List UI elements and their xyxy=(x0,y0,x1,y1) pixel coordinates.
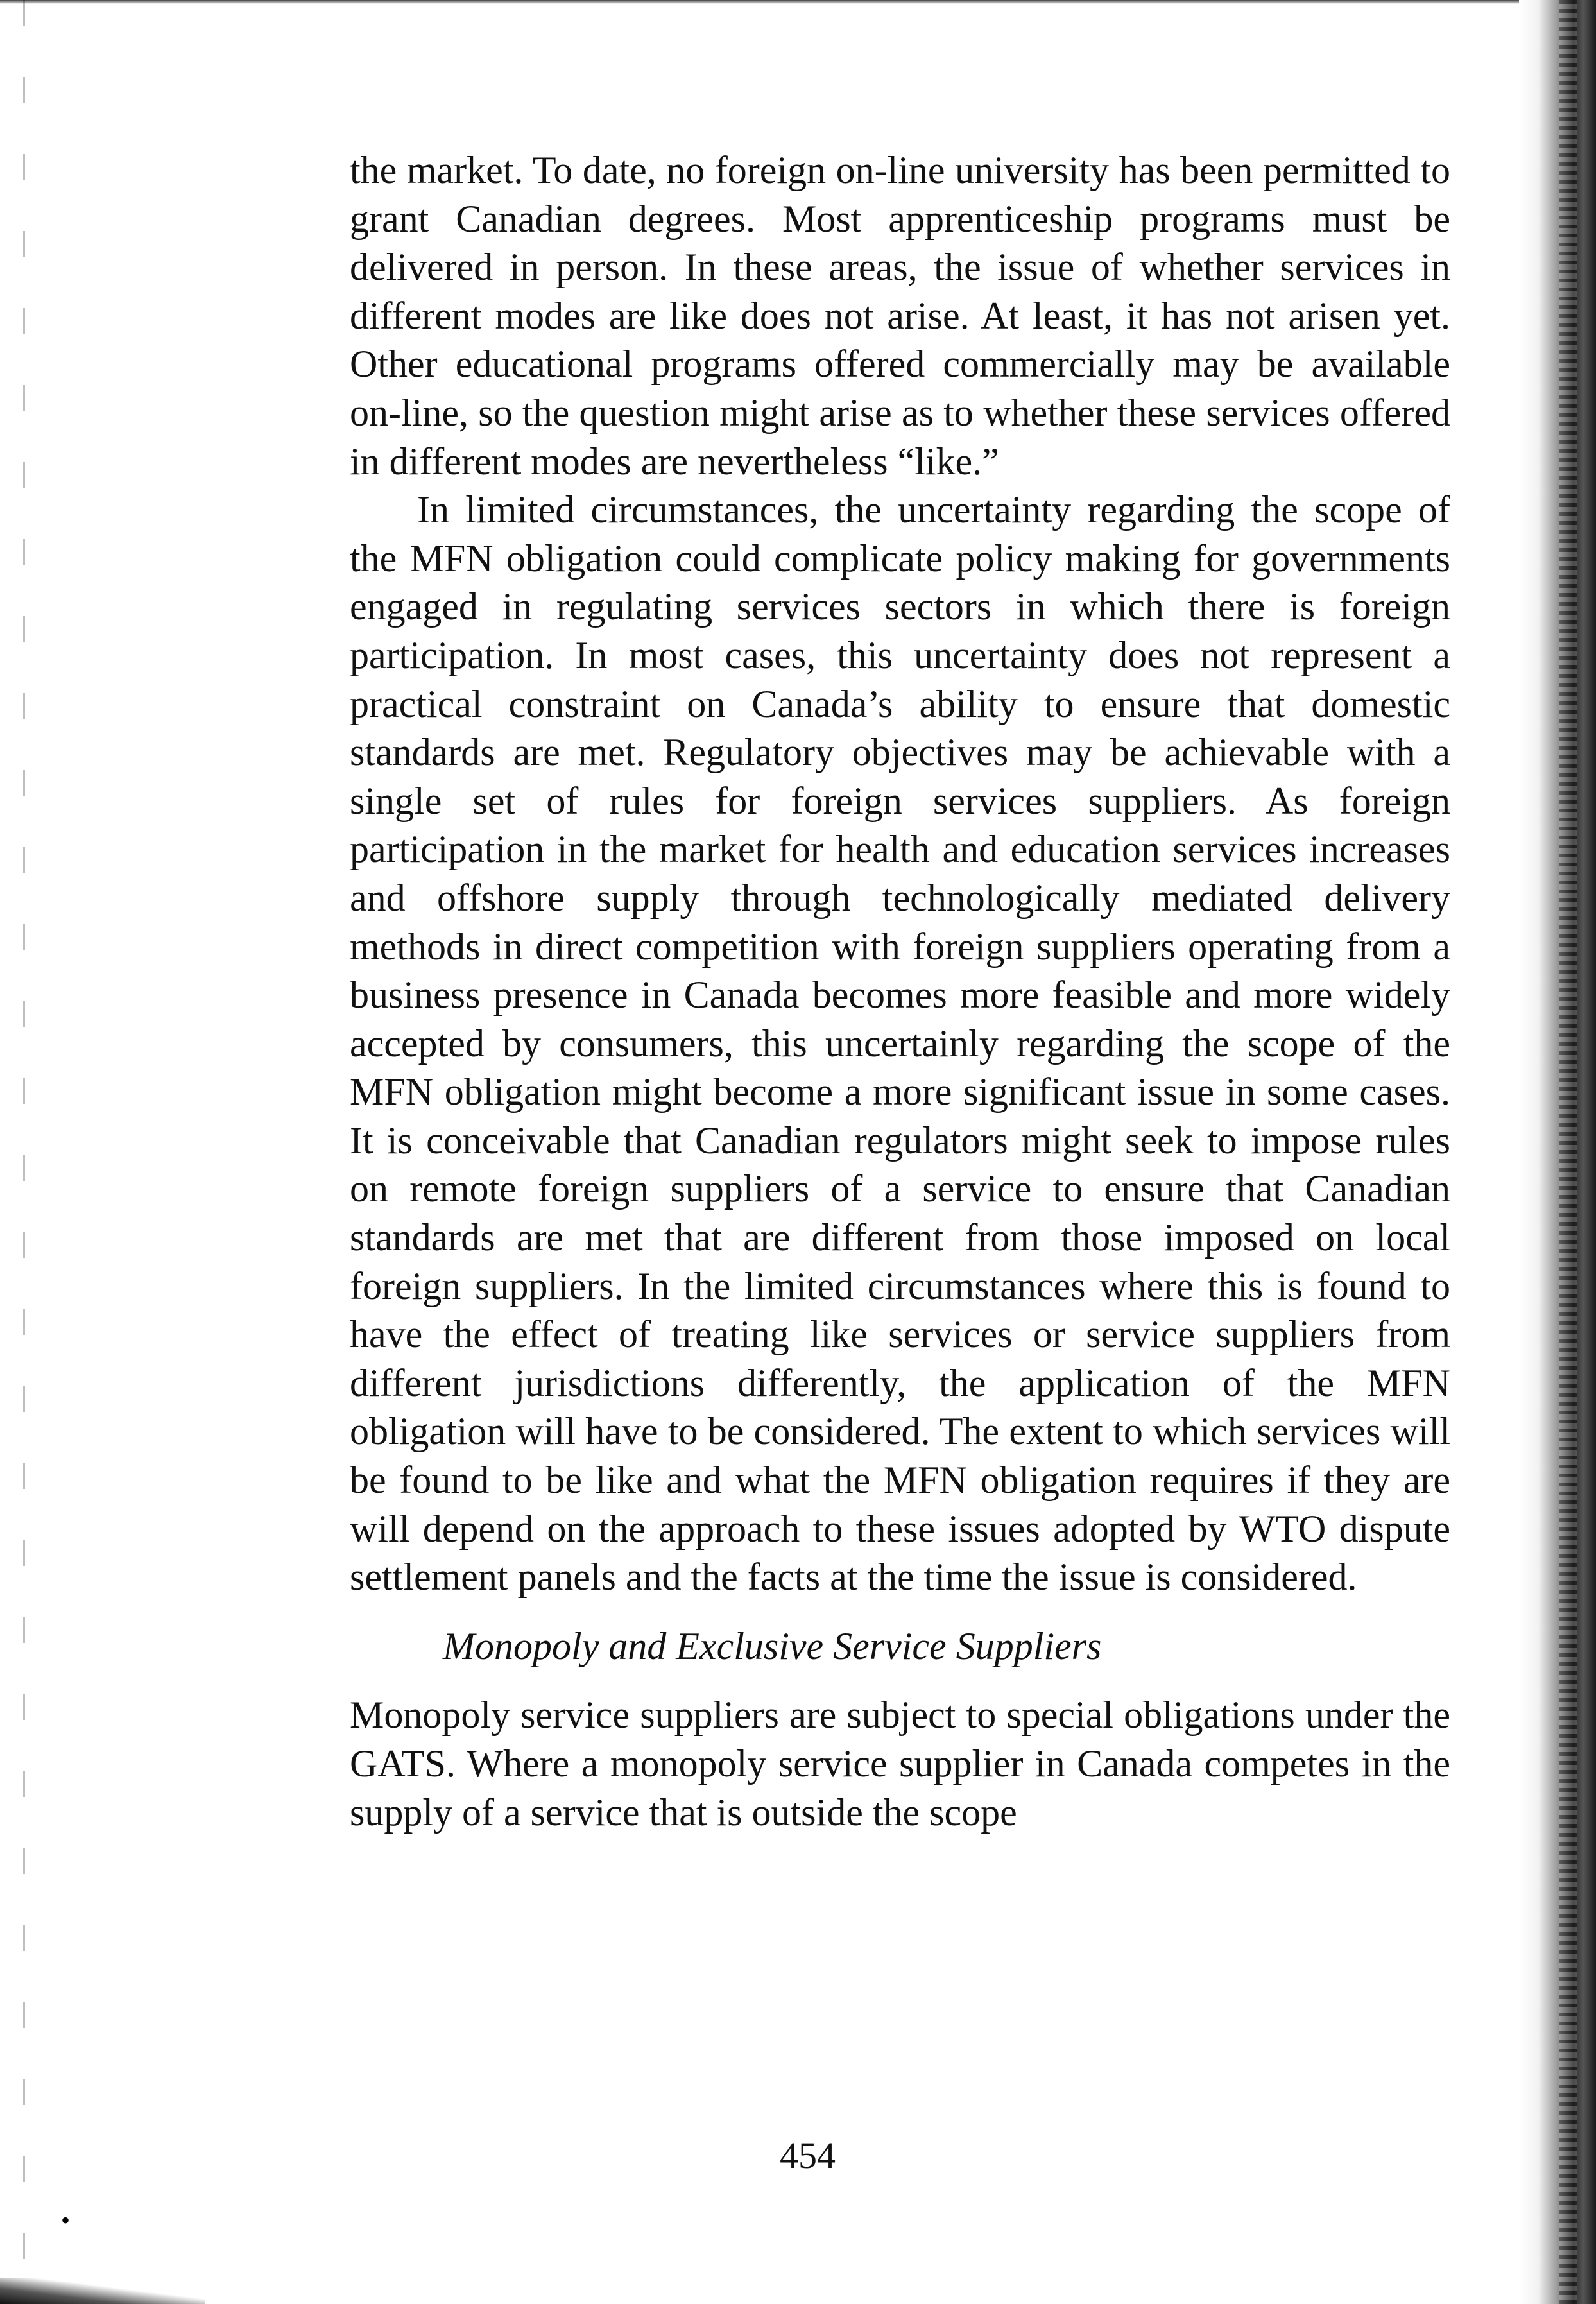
page-number: 454 xyxy=(780,2135,836,2176)
scan-top-edge xyxy=(0,0,1540,4)
paragraph-monopoly: Monopoly service suppliers are subject to special obligations under the GATS. Where a monopoly service supplier in Canada competes in the supply of a service that is outside the scope xyxy=(350,1694,1450,1834)
scan-gutter-marks xyxy=(23,0,25,2304)
paragraph-mfn-uncertainty: In limited circumstances, the uncertainty regarding the scope of the MFN obligation could complicate policy making for governments engaged in regulating services sectors in which there is foreign participation. In most cases, this uncertainty does not represent a practical constraint on Canada’s ability to ensure that domestic standards are met. Regulatory objectives may be achievable with a single set of rules for foreign services suppliers. As foreign participation in the market for health and education services increases and offshore supply through technologically mediated delivery methods in direct competition with foreign suppliers operating from a business presence in Canada becomes more feasible and more widely accepted by consumers, this uncertainly regarding the scope of the MFN obligation might become a more significant issue in some cases. It is conceivable that Canadian regulators might seek to impose rules on remote foreign suppliers of a service to ensure that Canadian standards are met that are different from those imposed on local foreign suppliers. In the limited circumstances where this is found to have the effect of treating like services or service suppliers from different jurisdictions differently, the application of the MFN obligation will have to be considered. The extent to which services will be found to be like and what the MFN obligation requires if they are will depend on the approach to these issues adopted by WTO dispute settlement panels and the facts at the time the issue is considered. xyxy=(350,488,1450,1599)
section-heading: Monopoly and Exclusive Service Suppliers xyxy=(443,1624,1102,1667)
book-binding-edge xyxy=(1519,0,1596,2304)
margin-mark: • xyxy=(61,2206,71,2235)
scan-corner-shadow xyxy=(0,2278,205,2304)
page-number-footer xyxy=(0,2137,1596,2174)
page-body xyxy=(350,146,1450,1837)
paragraph-continued: the market. To date, no foreign on-line university has been permitted to grant Canadian degrees. Most apprenticeship programs must be delivered in person. In these areas, the issue of whether services in different modes are like does not arise. At least, it has not arisen yet. Other educational programs offered commercially may be available on-line, so the question might arise as to whether these services offered in different modes are nevertheless “like.” xyxy=(350,149,1450,483)
